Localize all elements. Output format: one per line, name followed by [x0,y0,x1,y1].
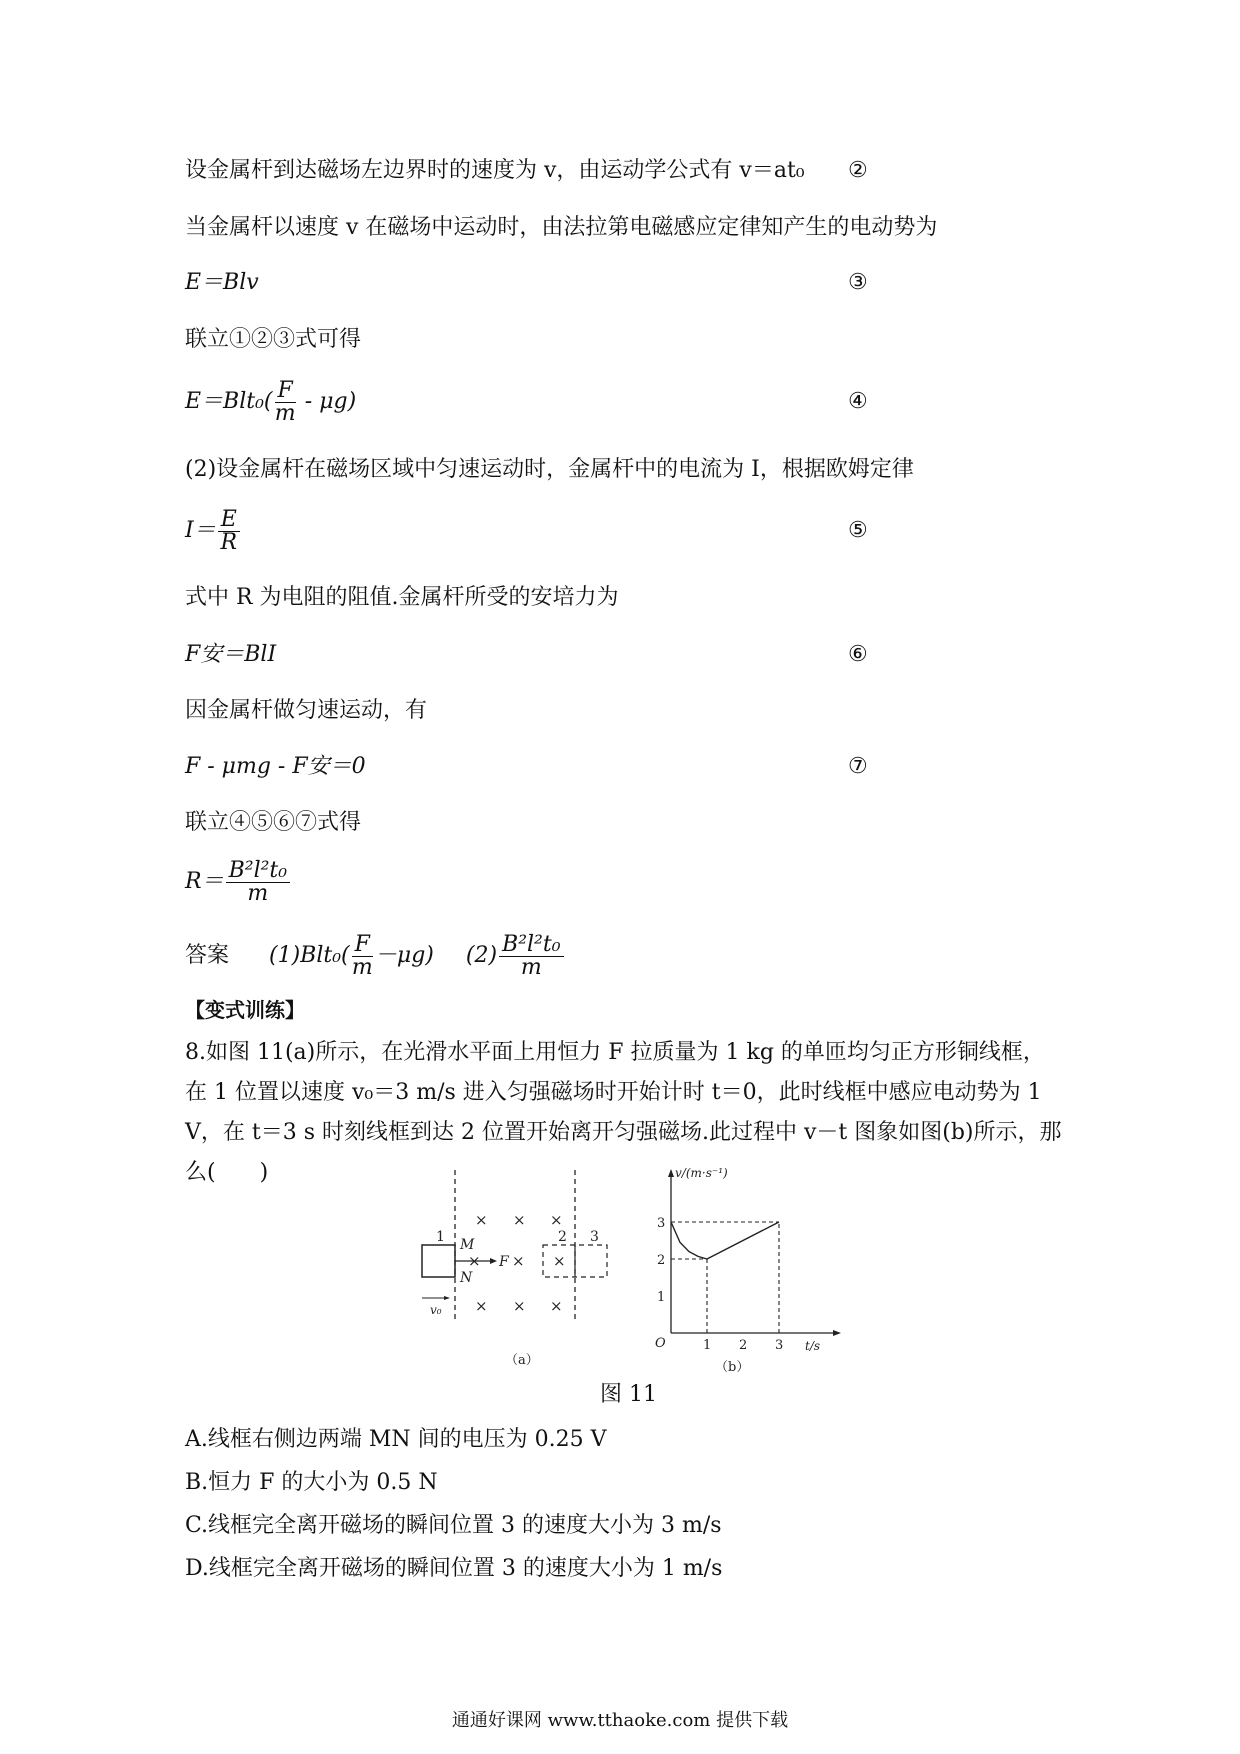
denominator: m [274,400,296,426]
eq-pre: R＝ [185,869,224,894]
solution-line-10: 因金属杆做匀速运动，有 [185,698,428,723]
page-footer: 通通好课网 www.tthaoke.com 提供下载 [451,1710,789,1731]
solution-line-2: 当金属杆以速度 v 在磁场中运动时，由法拉第电磁感应定律知产生的电动势为 [185,215,938,240]
option-a: A.线框右侧边两端 MN 间的电压为 0.25 V [185,1427,607,1452]
fraction-e-over-r [218,506,240,555]
field-cross: × [550,1297,563,1315]
field-cross: × [550,1211,563,1229]
y-tick-label: 3 [657,1216,666,1231]
field-cross: × [468,1252,481,1270]
practice-question: 8.如图 11(a)所示，在光滑水平面上用恒力 F 拉质量为 1 kg 的单匝均匀正方形铜线框，在 1 位置以速度 v₀＝3 m/s 进入匀强磁场时开始计时 t＝0，此时线框中感应电动势为 1 V，在 t＝3 s 时刻线框到达 2 位置开始离开匀强磁场.此过程中 v－t 图象如图(b)所示，那么( ) [185,1040,1062,1185]
option-d: D.线框完全离开磁场的瞬间位置 3 的速度大小为 1 m/s [185,1556,723,1581]
y-axis-label: v/(m·s⁻¹) [675,1166,728,1180]
position-1-label: 1 [436,1229,445,1245]
solution-line-4: 联立①②③式可得 [185,327,362,352]
equation-number-6: ⑥ [848,642,868,667]
option-b: B.恒力 F 的大小为 0.5 N [185,1470,438,1495]
practice-heading: 【变式训练】 [185,998,305,1022]
field-cross: × [512,1252,525,1270]
position-2-label: 2 [558,1229,567,1245]
denominator: m [351,954,373,980]
velocity-label: v₀ [430,1303,442,1317]
field-cross: × [513,1211,526,1229]
y-axis-arrowhead [668,1169,674,1177]
equation-number-2: ② [848,158,868,183]
equation-emf: E＝Blv [185,270,259,295]
answer-line [185,932,566,980]
x-axis-label: t/s [805,1339,821,1353]
answer-2-fraction [499,931,564,980]
answer-2-pre: (2) [465,943,498,968]
equation-ohm [185,507,242,555]
equation-resistance [185,858,292,906]
equation-emf-combined [185,378,356,426]
figure-a [400,1170,640,1370]
eq-post: - μg) [297,389,357,414]
series-line-2 [707,1222,779,1259]
x-tick-label: 2 [739,1338,748,1353]
field-cross: × [475,1211,488,1229]
eq-pre: I＝ [185,518,216,543]
solution-line-6: (2)设金属杆在磁场区域中匀速运动时，金属杆中的电流为 I，根据欧姆定律 [185,457,914,482]
numerator: B²l²t₀ [499,934,564,957]
field-cross: × [553,1252,566,1270]
answer-1-pre: (1)Blt₀( [269,943,350,968]
loop-position-1 [422,1245,455,1277]
denominator: m [520,954,542,980]
force-arrowhead [490,1258,497,1264]
solution-line-12: 联立④⑤⑥⑦式得 [185,810,362,835]
equation-number-3: ③ [848,270,868,295]
numerator: B²l²t₀ [226,860,291,883]
fraction-b2l2t0-over-m [226,857,291,906]
point-n-label: N [460,1270,473,1286]
figure-caption: 图 11 [600,1382,657,1407]
fraction-f-over-m [274,377,296,426]
force-label: F [499,1254,509,1270]
answer-label: 答案 [185,943,230,968]
numerator: F [275,380,296,403]
numerator: F [352,934,373,957]
equation-number-4: ④ [848,389,868,414]
equation-ampere-force: F安＝BlI [185,642,277,667]
equation-number-5: ⑤ [848,518,868,543]
eq-pre: E＝Blt₀( [185,389,273,414]
solution-line-8: 式中 R 为电阻的阻值.金属杆所受的安培力为 [185,585,619,610]
answer-1-fraction [351,931,373,980]
x-tick-label: 3 [775,1338,784,1353]
x-tick-label: 1 [703,1338,712,1353]
denominator: m [247,880,269,906]
field-cross: × [513,1297,526,1315]
denominator: R [220,529,238,555]
numerator: E [218,509,240,532]
equation-balance: F - μmg - F安＝0 [185,754,366,779]
point-m-label: M [460,1237,475,1253]
series-line-1 [671,1222,707,1259]
field-cross: × [475,1297,488,1315]
solution-line-1: 设金属杆到达磁场左边界时的速度为 v，由运动学公式有 v＝at₀ [185,158,805,183]
figure-b-label: （b） [715,1360,750,1375]
equation-number-7: ⑦ [848,754,868,779]
origin-label: O [655,1336,666,1351]
option-c: C.线框完全离开磁场的瞬间位置 3 的速度大小为 3 m/s [185,1513,722,1538]
position-3-label: 3 [590,1229,599,1245]
answer-1-post: －μg) [374,943,434,968]
figure-a-label: （a） [505,1353,539,1368]
figure-b-chart [645,1165,845,1375]
y-tick-label: 1 [657,1290,666,1305]
velocity-arrowhead [444,1296,450,1300]
y-tick-label: 2 [657,1253,666,1268]
x-axis-arrowhead [833,1330,841,1336]
